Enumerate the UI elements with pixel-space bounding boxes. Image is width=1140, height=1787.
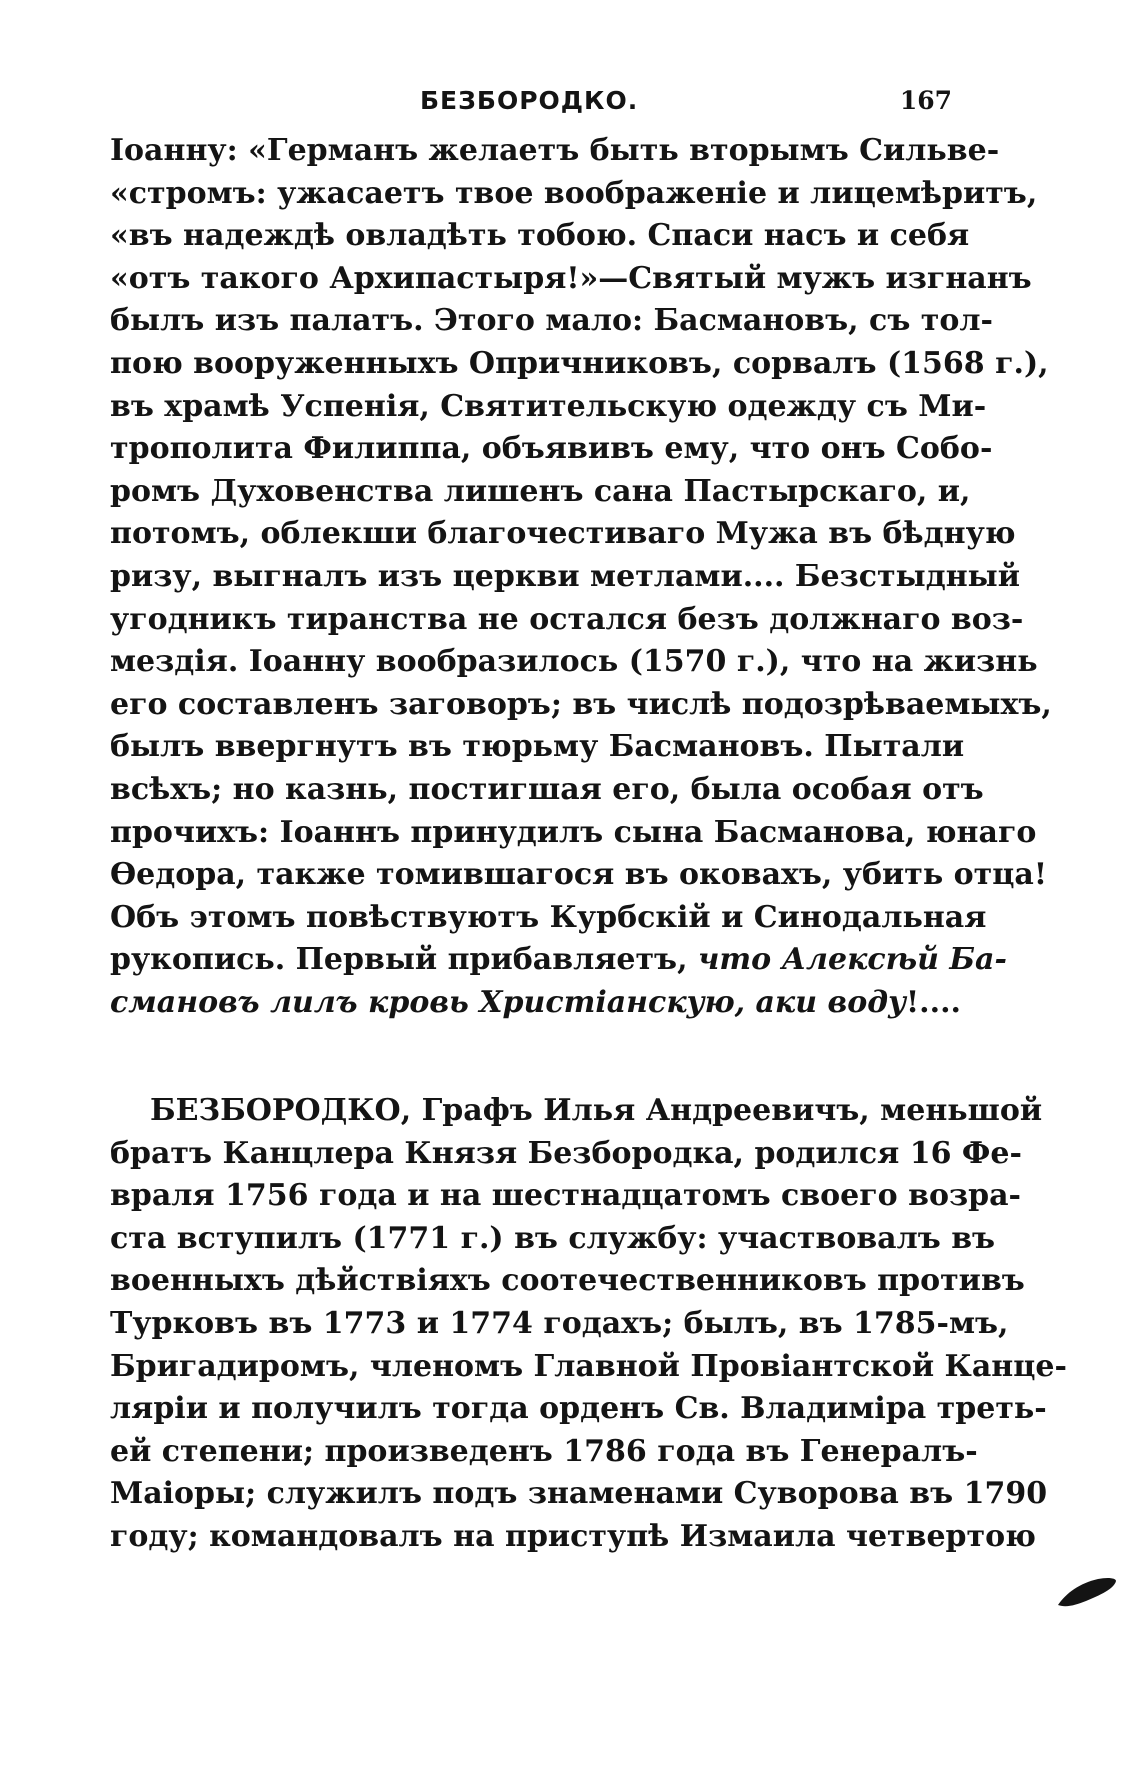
- text-line: мездія. Іоанну вообразилось (1570 г.), что на жизнь: [110, 644, 1038, 680]
- text-line: Іоанну: «Германъ желаетъ быть вторымъ Сильве-: [110, 133, 1000, 168]
- entry-bezborodko: [110, 1090, 1067, 1559]
- text-line: «въ надеждѣ овладѣть тобою. Спаси насъ и себя: [110, 218, 970, 254]
- italic-quote: смановъ лилъ кровь Христіанскую, аки воду: [110, 984, 907, 1020]
- text-line: трополита Филиппа, объявивъ ему, что онъ Собо-: [110, 431, 993, 467]
- text-run: !....: [906, 984, 961, 1020]
- text-line: былъ изъ палатъ. Этого мало: Басмановъ, съ тол-: [110, 303, 993, 339]
- text-line: Ѳедора, также томившагося въ оковахъ, убить отца!: [110, 857, 1048, 893]
- text-line: Маіоры; служилъ подъ знаменами Суворова въ 1790: [110, 1476, 1048, 1512]
- running-head: [120, 78, 960, 118]
- text-line: въ храмѣ Успенія, Святительскую одежду съ Ми-: [110, 388, 987, 424]
- text-line: потомъ, облекши благочестиваго Мужа въ бѣдную: [110, 516, 1016, 552]
- text-line: пою вооруженныхъ Опричниковъ, сорвалъ (1568 г.),: [110, 345, 1049, 381]
- page-number: 167: [899, 86, 952, 115]
- text-line: прочихъ: Іоаннъ принудилъ сына Басманова, юнаго: [110, 814, 1037, 850]
- text-line: враля 1756 года и на шестнадцатомъ своего возра-: [110, 1178, 1021, 1214]
- entry-heading-line: БЕЗБОРОДКО, Графъ Илья Андреевичъ, меньшой: [150, 1093, 1043, 1128]
- ink-blot-mark: [1056, 1575, 1118, 1609]
- text-line: угодникъ тиранства не остался безъ должнаго воз-: [110, 601, 1024, 637]
- text-line-mixed: [110, 982, 961, 1025]
- text-line: былъ ввергнутъ въ тюрьму Басмановъ. Пытали: [110, 729, 965, 765]
- continued-paragraph: [110, 130, 1052, 1024]
- text-line: «стромъ: ужасаетъ твое воображеніе и лицемѣритъ,: [110, 175, 1038, 211]
- italic-quote: что Алексѣй Ба-: [697, 942, 1007, 978]
- text-line: его составленъ заговоръ; въ числѣ подозрѣваемыхъ,: [110, 686, 1052, 722]
- text-line: военныхъ дѣйствіяхъ соотечественниковъ противъ: [110, 1263, 1025, 1299]
- text-line: году; командовалъ на приступѣ Измаила четвертою: [110, 1518, 1036, 1554]
- text-line: «отъ такого Архипастыря!»—Святый мужъ изгнанъ: [110, 260, 1032, 296]
- text-line-mixed: [110, 939, 1007, 982]
- text-line: ей степени; произведенъ 1786 года въ Генералъ-: [110, 1433, 978, 1469]
- text-line: Турковъ въ 1773 и 1774 годахъ; былъ, въ 1785-мъ,: [110, 1305, 1009, 1341]
- text-line: ромъ Духовенства лишенъ сана Пастырскаго, и,: [110, 473, 971, 509]
- running-title: БЕЗБОРОДКО.: [420, 86, 639, 115]
- text-run: рукопись. Первый прибавляетъ,: [110, 942, 688, 978]
- text-line: всѣхъ; но казнь, постигшая его, была особая отъ: [110, 771, 984, 807]
- text-line: братъ Канцлера Князя Безбородка, родился 16 Фе-: [110, 1135, 1022, 1171]
- text-line: Бригадиромъ, членомъ Главной Провіантской Канце-: [110, 1348, 1067, 1384]
- text-line: Объ этомъ повѣствуютъ Курбскій и Синодальная: [110, 899, 987, 935]
- text-line: ризу, выгналъ изъ церкви метлами.... Безстыдный: [110, 558, 1020, 594]
- text-line: ляріи и получилъ тогда орденъ Св. Владиміра треть-: [110, 1391, 1047, 1427]
- text-line: ста вступилъ (1771 г.) въ службу: участвовалъ въ: [110, 1220, 996, 1256]
